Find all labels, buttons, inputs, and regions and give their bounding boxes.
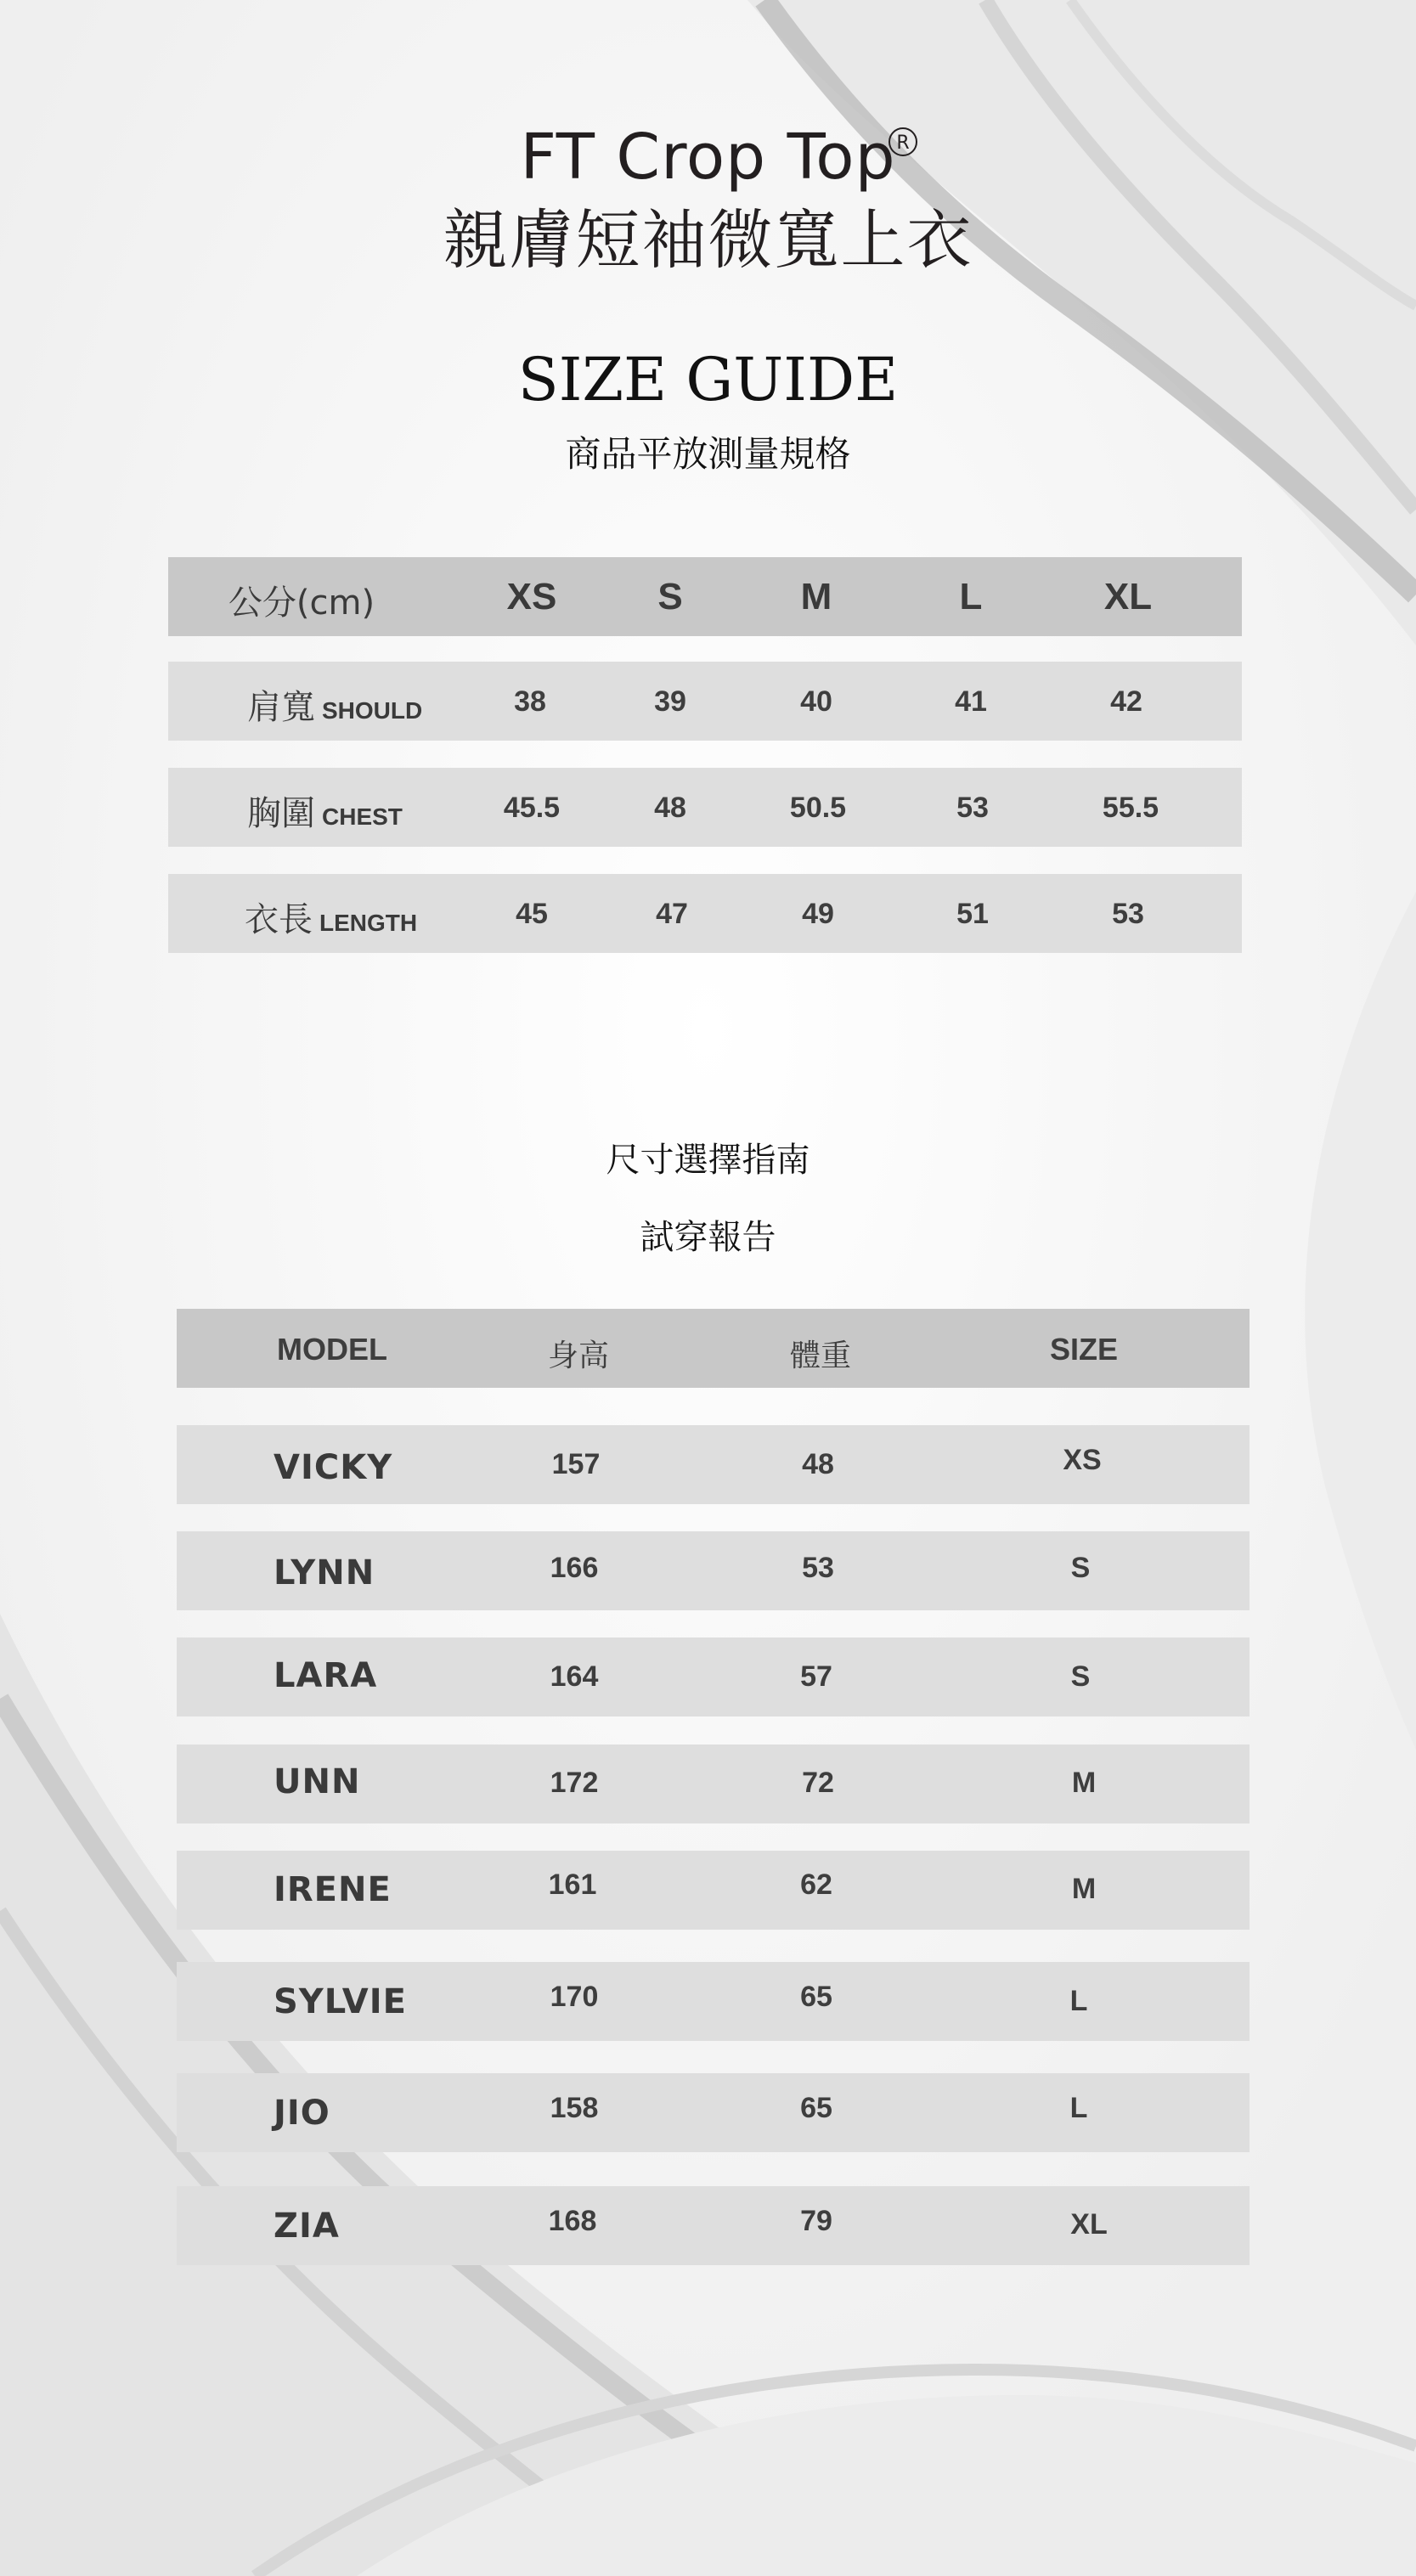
product-title-en: FT Crop Top [520,121,896,194]
row-label [247,680,422,729]
size-header-l: L [959,576,983,617]
size-guide-title: SIZE GUIDE [517,345,899,414]
row-label-zh: 衣長 [245,900,313,939]
value-xs: 45 [516,898,548,930]
model-weight: 53 [802,1552,834,1584]
model-weight: 62 [800,1869,832,1901]
model-weight: 72 [802,1767,834,1799]
size-header-xl: XL [1103,576,1153,617]
model-name: LARA [274,1656,378,1695]
value-m: 49 [802,898,834,930]
row-label-en: LENGTH [319,910,418,936]
header-weight: 體重 [789,1339,852,1373]
fit-table-header [177,1309,1250,1388]
size-header-s: S [657,576,683,617]
header-model: MODEL [277,1332,387,1367]
size-table-header [168,557,1242,636]
model-height: 168 [548,2205,597,2237]
fit-row [177,2073,1250,2152]
value-s: 47 [656,898,688,930]
fit-row [177,1962,1250,2041]
model-height: 157 [551,1448,601,1480]
model-name: VICKY [274,1448,393,1487]
size-selection-guide-title: 尺寸選擇指南 [606,1141,810,1180]
value-xs: 45.5 [503,792,561,824]
model-name: LYNN [274,1553,375,1592]
value-xl: 53 [1112,898,1144,930]
model-size: XS [1063,1444,1102,1476]
fit-row [177,2186,1250,2265]
model-weight: 48 [802,1448,834,1480]
row-label-zh: 胸圍 [247,794,315,833]
fit-report-title: 試穿報告 [640,1218,776,1257]
size-row-shoulder [168,662,1242,741]
model-weight: 79 [800,2205,832,2237]
fit-row [177,1637,1250,1716]
model-name: SYLVIE [274,1982,407,2021]
model-name: ZIA [274,2207,340,2246]
value-s: 48 [654,792,686,824]
product-title-zh: 親膚短袖微寬上衣 [443,202,973,278]
unit-label: 公分(cm) [228,583,375,623]
model-height: 161 [548,1869,597,1901]
model-weight: 65 [800,2092,832,2124]
fit-row [177,1745,1250,1823]
row-label-zh: 肩寬 [247,688,315,727]
model-size: L [1069,2092,1088,2124]
model-name: IRENE [274,1870,392,1909]
model-size: S [1070,1552,1091,1584]
value-l: 51 [956,898,989,930]
model-size: M [1071,1767,1097,1799]
model-name: JIO [274,2094,330,2133]
registered-trademark-icon: R [889,127,917,156]
fit-row [177,1851,1250,1930]
size-header-m: M [800,576,832,617]
model-size: L [1069,1985,1088,2017]
size-row-chest [168,768,1242,847]
size-guide-subtitle: 商品平放測量規格 [565,433,851,475]
value-xs: 38 [514,685,546,718]
model-weight: 57 [800,1660,832,1693]
model-height: 170 [550,1981,599,2013]
value-s: 39 [654,685,686,718]
value-l: 41 [955,685,987,718]
value-m: 40 [800,685,832,718]
fit-row [177,1425,1250,1504]
model-size: XL [1070,2208,1108,2241]
row-label [245,893,417,941]
model-height: 164 [550,1660,599,1693]
size-header-xs: XS [506,576,557,617]
model-height: 166 [550,1552,599,1584]
value-m: 50.5 [789,792,847,824]
model-height: 158 [550,2092,599,2124]
value-xl: 55.5 [1102,792,1159,824]
row-label-en: SHOULD [322,697,423,724]
value-xl: 42 [1110,685,1142,718]
row-label [247,786,403,835]
header-size: SIZE [1049,1332,1119,1367]
model-size: S [1070,1660,1091,1693]
header-height: 身高 [547,1339,610,1373]
model-height: 172 [550,1767,599,1799]
size-row-length [168,874,1242,953]
row-label-en: CHEST [322,803,403,830]
model-size: M [1071,1873,1097,1905]
value-l: 53 [956,792,989,824]
model-name: UNN [274,1762,361,1801]
model-weight: 65 [800,1981,832,2013]
fit-row [177,1531,1250,1610]
